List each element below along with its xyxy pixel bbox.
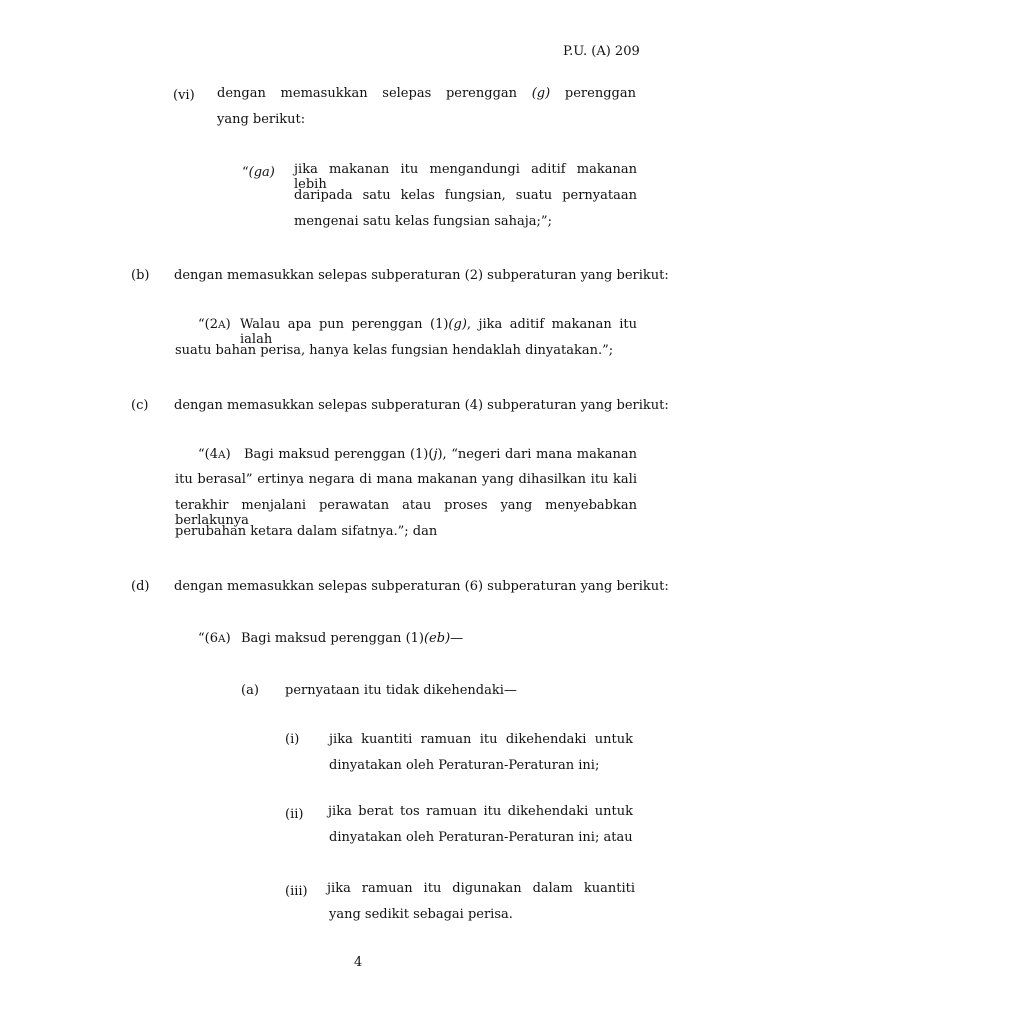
item-c-sub-label: “(4A) — [198, 447, 231, 462]
item-b-text: dengan memasukkan selepas subperaturan (2) subperaturan yang berikut: — [174, 268, 669, 283]
item-b-label: (b) — [131, 268, 150, 283]
item-d-text: dengan memasukkan selepas subperaturan (6) subperaturan yang berikut: — [174, 579, 669, 594]
item-vi-line1: dengan memasukkan selepas perenggan (g) perenggan — [217, 86, 636, 101]
item-vi-line2: yang berikut: — [217, 112, 306, 127]
item-c-text: dengan memasukkan selepas subperaturan (4) subperaturan yang berikut: — [174, 398, 669, 413]
page-reference: P.U. (A) 209 — [563, 44, 640, 59]
item-d-a-label: (a) — [241, 683, 259, 698]
item-d-i-label: (i) — [285, 732, 300, 747]
item-ga-line1: jika makanan itu mengandungi aditif makanan lebih — [294, 162, 637, 192]
item-ga-line3: mengenai satu kelas fungsian sahaja;”; — [294, 214, 552, 229]
item-d-ii-line1: jika berat tos ramuan itu dikehendaki untuk — [328, 804, 633, 819]
item-c-line4: perubahan ketara dalam sifatnya.”; dan — [175, 524, 438, 539]
item-d-line1: Bagi maksud perenggan (1)(eb)— — [241, 631, 464, 646]
item-c-line2: itu berasal” ertinya negara di mana makanan yang dihasilkan itu kali — [175, 472, 637, 487]
item-b-sub-label: “(2A) — [198, 317, 231, 332]
page-number: 4 — [354, 955, 363, 970]
item-d-ii-line2: dinyatakan oleh Peraturan-Peraturan ini; atau — [329, 830, 633, 845]
item-d-i-line2: dinyatakan oleh Peraturan-Peraturan ini; — [329, 758, 600, 773]
item-c-label: (c) — [131, 398, 149, 413]
item-ga-label: “(ga) — [242, 165, 275, 180]
item-d-ii-label: (ii) — [285, 807, 304, 822]
item-d-iii-line2: yang sedikit sebagai perisa. — [329, 907, 513, 922]
item-b-line2: suatu bahan perisa, hanya kelas fungsian hendaklah dinyatakan.”; — [175, 343, 614, 358]
item-c-line1: Bagi maksud perenggan (1)(j), “negeri dari mana makanan — [244, 447, 637, 462]
item-b-line1: Walau apa pun perenggan (1)(g), jika aditif makanan itu ialah — [240, 317, 637, 347]
item-ga-line2: daripada satu kelas fungsian, suatu pernyataan — [294, 188, 637, 203]
item-d-label: (d) — [131, 579, 150, 594]
item-d-sub-label: “(6A) — [198, 631, 231, 646]
item-d-i-line1: jika kuantiti ramuan itu dikehendaki untuk — [329, 732, 633, 747]
item-c-line3: terakhir menjalani perawatan atau proses yang menyebabkan berlakunya — [175, 498, 637, 528]
item-d-iii-label: (iii) — [285, 884, 308, 899]
item-vi-label: (vi) — [173, 88, 195, 103]
item-d-iii-line1: jika ramuan itu digunakan dalam kuantiti — [327, 881, 635, 896]
item-d-a-text: pernyataan itu tidak dikehendaki— — [285, 683, 517, 698]
